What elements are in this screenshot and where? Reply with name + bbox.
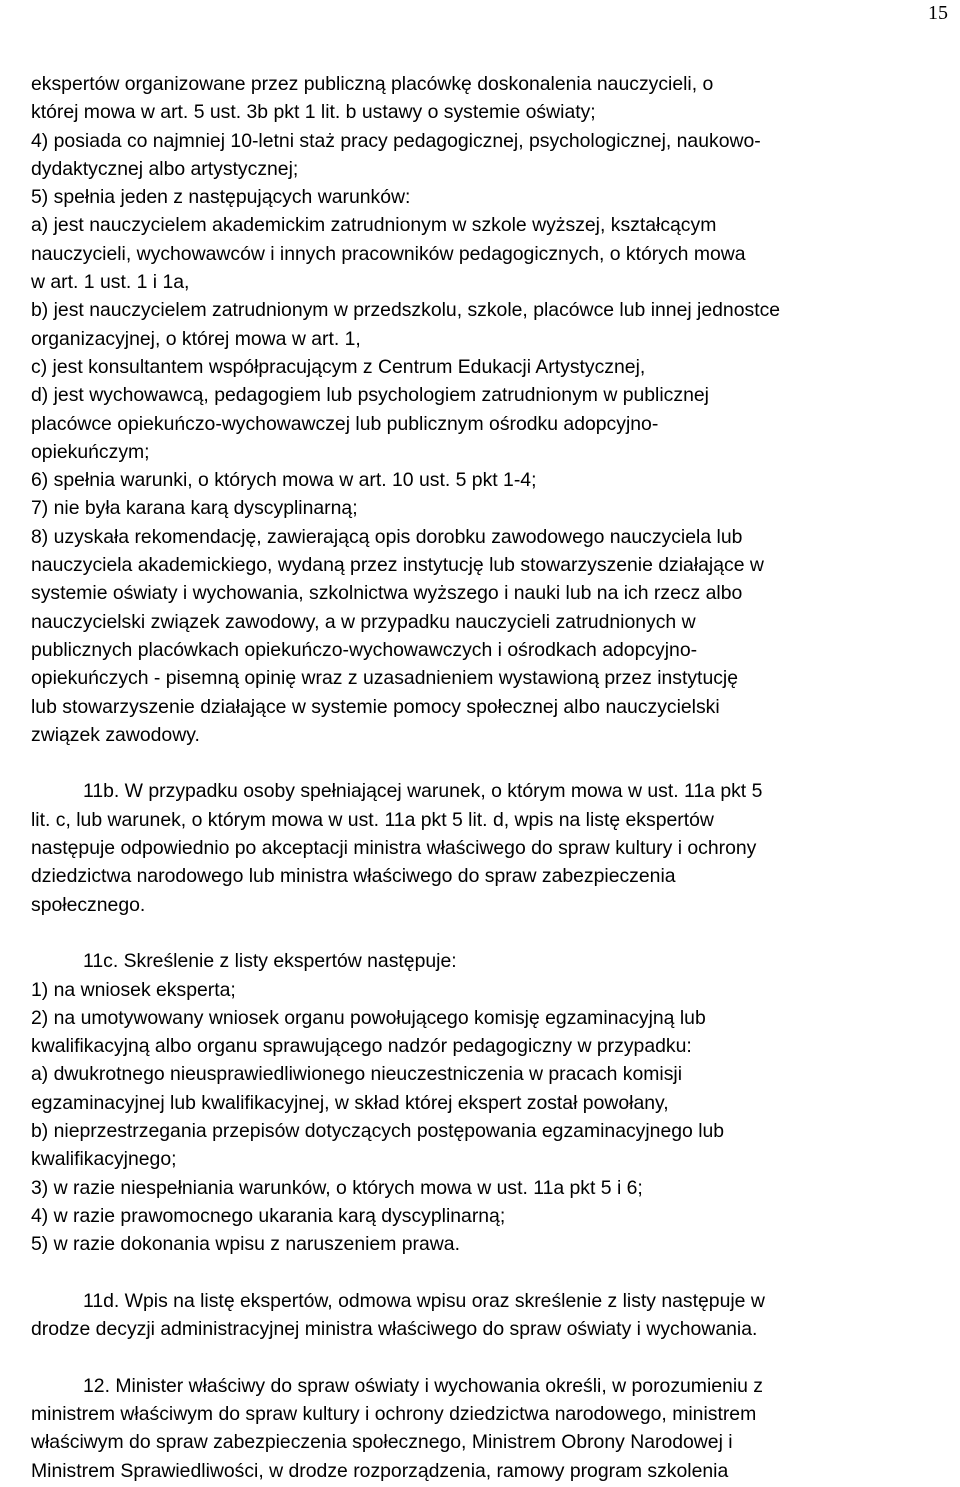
paragraph-gap	[31, 749, 956, 777]
paragraph-11b-first-line: 11b. W przypadku osoby spełniającej warunek, o którym mowa w ust. 11a pkt 5	[83, 780, 763, 803]
list-item-4: 4) w razie prawomocnego ukarania karą dyscyplinarną;	[31, 1204, 506, 1227]
list-item-3: 3) w razie niespełniania warunków, o których mowa w ust. 11a pkt 5 i 6;	[31, 1176, 643, 1199]
text-line: ekspertów organizowane przez publiczną placówkę doskonalenia nauczycieli, o	[31, 73, 714, 95]
text-line: ministrem właściwym do spraw kultury i ochrony dziedzictwa narodowego, ministrem	[31, 1402, 757, 1425]
page-number: 15	[928, 2, 948, 24]
list-item-4: 4) posiada co najmniej 10-letni staż pracy pedagogicznej, psychologicznej, naukowo-	[31, 129, 761, 152]
text-line: lub stowarzyszenie działające w systemie pomocy społecznej albo nauczycielski	[31, 695, 720, 718]
text-line: egzaminacyjnej lub kwalifikacyjnej, w skład której ekspert został powołany,	[31, 1091, 669, 1114]
text-line: następuje odpowiednio po akceptacji ministra właściwego do spraw kultury i ochrony	[31, 837, 757, 860]
list-item-2: 2) na umotywowany wniosek organu powołującego komisję egzaminacyjną lub	[31, 1006, 706, 1029]
list-item-d: d) jest wychowawcą, pedagogiem lub psychologiem zatrudnionym w publicznej	[31, 384, 709, 407]
list-item-b: b) jest nauczycielem zatrudnionym w przedszkolu, szkole, placówce lub innej jednostce	[31, 299, 781, 322]
text-line: opiekuńczym;	[31, 440, 150, 463]
text-line: nauczyciela akademickiego, wydaną przez instytucję lub stowarzyszenie działające w	[31, 554, 764, 577]
text-line: systemie oświaty i wychowania, szkolnictwa wyższego i nauki lub na ich rzecz albo	[31, 582, 743, 605]
text-line: nauczycielski związek zawodowy, a w przypadku nauczycieli zatrudnionych w	[31, 610, 696, 633]
text-line: placówce opiekuńczo-wychowawczej lub publicznym ośrodku adopcyjno-	[31, 412, 659, 435]
text-line: dziedzictwa narodowego lub ministra właściwego do spraw zabezpieczenia	[31, 865, 676, 888]
text-line: właściwym do spraw zabezpieczenia społecznego, Ministrem Obrony Narodowej i	[31, 1431, 733, 1454]
list-item-7: 7) nie była karana karą dyscyplinarną;	[31, 497, 358, 520]
text-line: opiekuńczych - pisemną opinię wraz z uzasadnieniem wystawioną przez instytucję	[31, 667, 739, 690]
text-line: związek zawodowy.	[31, 723, 200, 746]
paragraph-11d-first-line: 11d. Wpis na listę ekspertów, odmowa wpisu oraz skreślenie z listy następuje w	[83, 1289, 765, 1312]
text-line: dydaktycznej albo artystycznej;	[31, 157, 299, 180]
text-line: kwalifikacyjną albo organu sprawującego nadzór pedagogiczny w przypadku:	[31, 1035, 692, 1058]
list-item-6: 6) spełnia warunki, o których mowa w art. 10 ust. 5 pkt 1-4;	[31, 469, 537, 492]
text-line: lit. c, lub warunek, o którym mowa w ust. 11a pkt 5 lit. d, wpis na listę ekspertów	[31, 808, 714, 831]
paragraph-11c-first-line: 11c. Skreślenie z listy ekspertów następuje:	[83, 950, 457, 973]
list-item-b: b) nieprzestrzegania przepisów dotyczących postępowania egzaminacyjnego lub	[31, 1119, 725, 1142]
paragraph-gap	[31, 1343, 956, 1371]
list-item-5: 5) spełnia jeden z następujących warunków:	[31, 186, 411, 209]
list-item-5: 5) w razie dokonania wpisu z naruszeniem prawa.	[31, 1233, 460, 1256]
list-item-c: c) jest konsultantem współpracującym z Centrum Edukacji Artystycznej,	[31, 355, 646, 378]
list-item-8: 8) uzyskała rekomendację, zawierającą opis dorobku zawodowego nauczyciela lub	[31, 525, 743, 548]
list-item-a: a) dwukrotnego nieusprawiedliwionego nieuczestniczenia w pracach komisji	[31, 1063, 683, 1086]
text-line: drodze decyzji administracyjnej ministra właściwego do spraw oświaty i wychowania.	[31, 1318, 758, 1341]
document-body	[31, 70, 956, 1485]
paragraph-gap	[31, 919, 956, 947]
text-line: w art. 1 ust. 1 i 1a,	[31, 271, 190, 294]
list-item-1: 1) na wniosek eksperta;	[31, 978, 236, 1001]
text-line: kwalifikacyjnego;	[31, 1148, 177, 1171]
text-line: której mowa w art. 5 ust. 3b pkt 1 lit. b ustawy o systemie oświaty;	[31, 101, 596, 124]
text-line: organizacyjnej, o której mowa w art. 1,	[31, 327, 361, 350]
paragraph-gap	[31, 1258, 956, 1286]
text-line: społecznego.	[31, 893, 146, 916]
text-line: publicznych placówkach opiekuńczo-wychowawczych i ośrodkach adopcyjno-	[31, 638, 698, 661]
text-line: nauczycieli, wychowawców i innych pracowników pedagogicznych, o których mowa	[31, 242, 746, 265]
paragraph-12-first-line: 12. Minister właściwy do spraw oświaty i wychowania określi, w porozumieniu z	[83, 1374, 763, 1397]
list-item-a: a) jest nauczycielem akademickim zatrudnionym w szkole wyższej, kształcącym	[31, 214, 717, 237]
text-line: Ministrem Sprawiedliwości, w drodze rozporządzenia, ramowy program szkolenia	[31, 1459, 729, 1482]
